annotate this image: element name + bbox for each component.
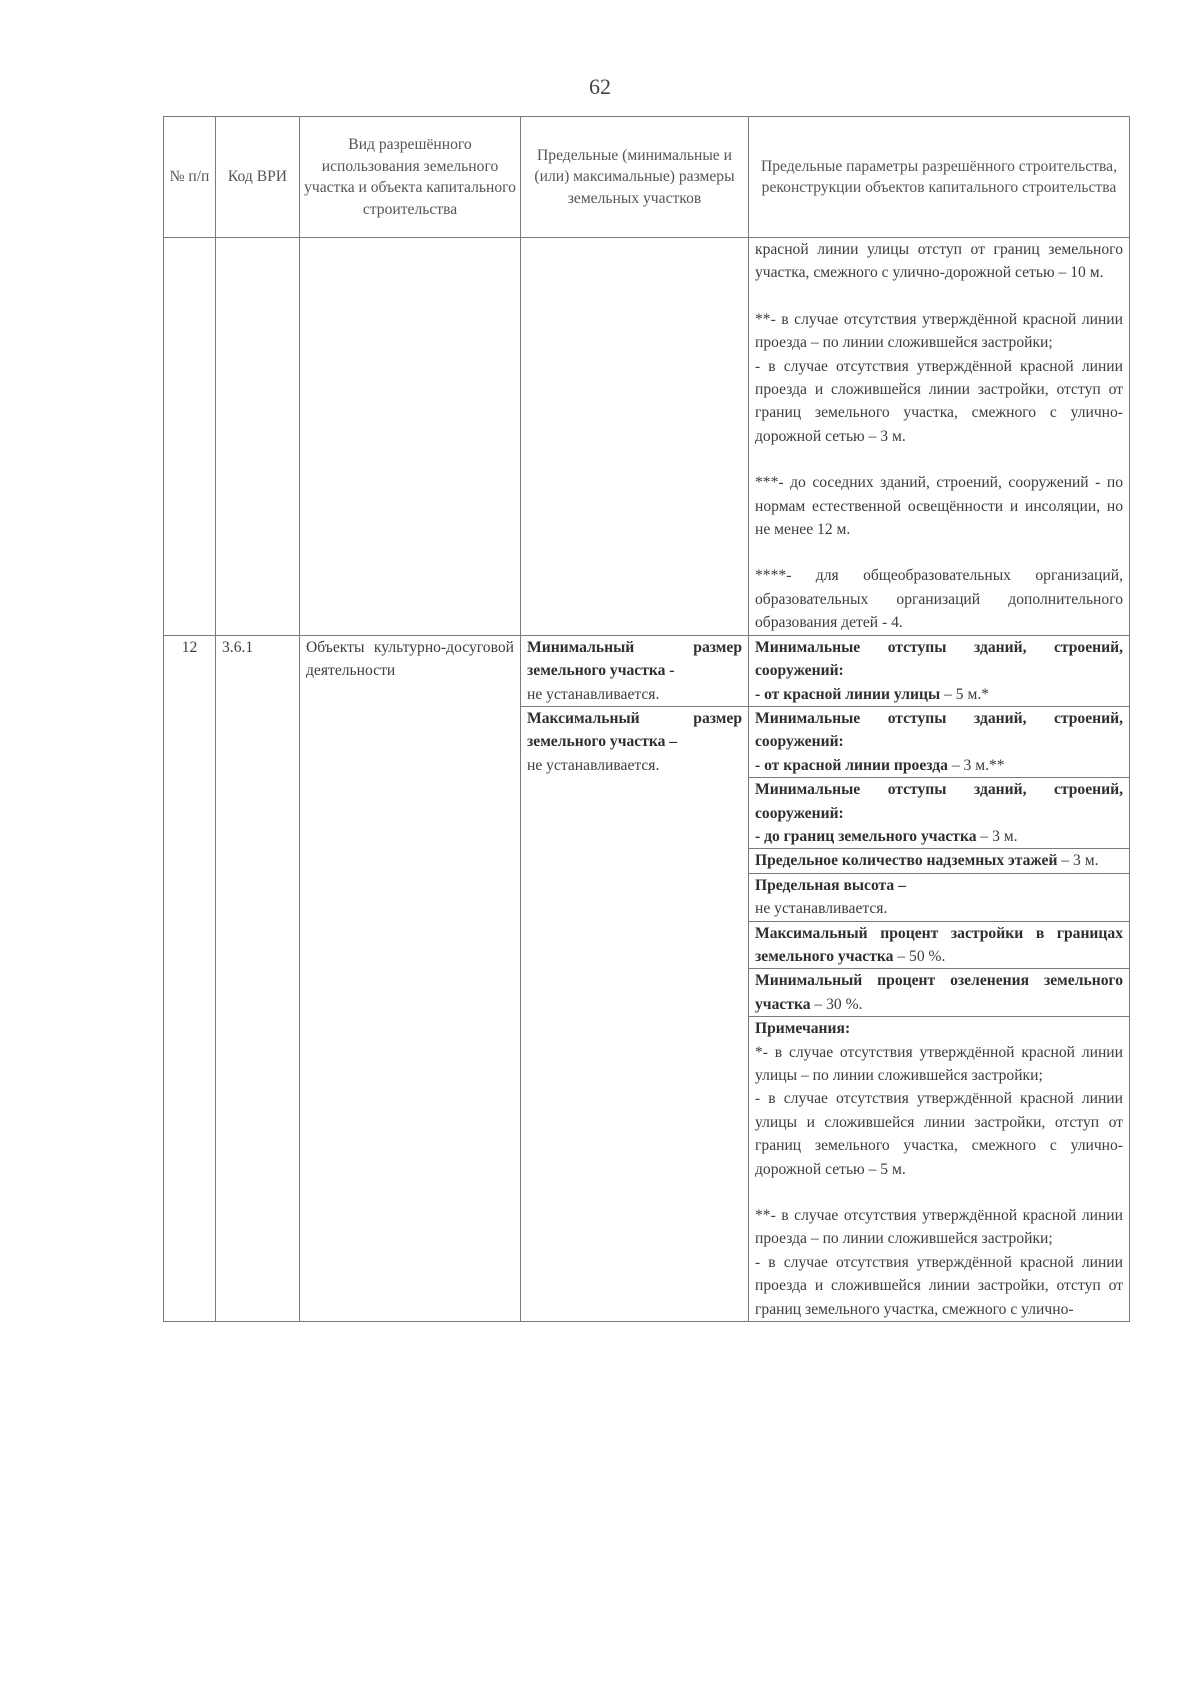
param-cell	[749, 873, 1130, 921]
param-label: Минимальные отступы зданий, строений, сооружений:	[755, 781, 1123, 822]
notes-cell	[749, 1017, 1130, 1322]
max-size-cell	[521, 706, 749, 1321]
page-number: 62	[589, 74, 611, 99]
notes-title: Примечания:	[755, 1020, 851, 1038]
param-value: не устанавливается.	[755, 900, 888, 918]
note-text: - в случае отсутствия утверждённой красной линии проезда и сложившейся линии застройки, отступ от границ земельного участка, смежного с улично-дорожной сетью – 3 м.	[755, 357, 1123, 445]
max-size-label: Максимальный размер земельного участка –	[527, 709, 742, 751]
regulations-table	[163, 116, 1130, 1322]
param-label: Минимальный процент озеленения земельного участка	[755, 972, 1123, 1013]
header-params: Предельные параметры разрешённого строительства, реконструкции объектов капитального строительства	[749, 117, 1130, 238]
table-header-row	[164, 117, 1130, 238]
note-text: - в случае отсутствия утверждённой красной линии улицы и сложившейся линии застройки, отступ от границ земельного участка, смежного с улично-дорожной сетью – 5 м.	[755, 1090, 1123, 1178]
note-text: ***- до соседних зданий, строений, сооружений - по нормам естественной освещённости и инсоляции, но не менее 12 м.	[755, 474, 1123, 539]
row-vid: Объекты культурно-досуговой деятельности	[300, 635, 521, 1321]
note-text: **- в случае отсутствия утверждённой красной линии проезда – по линии сложившейся застройки;	[755, 1207, 1123, 1248]
param-cell	[749, 706, 1130, 777]
param-label: - от красной линии проезда	[755, 756, 948, 774]
header-code: Код ВРИ	[216, 117, 300, 238]
param-label: - до границ земельного участка	[755, 827, 977, 845]
min-size-label: Минимальный размер земельного участка -	[527, 638, 742, 680]
table-row	[164, 635, 1130, 706]
param-value: – 3 м.	[1057, 852, 1099, 870]
continued-notes	[749, 238, 1130, 636]
param-label: Минимальные отступы зданий, строений, сооружений:	[755, 709, 1123, 751]
param-cell	[749, 969, 1130, 1017]
row-code: 3.6.1	[216, 635, 300, 1321]
note-text: **- в случае отсутствия утверждённой красной линии проезда – по линии сложившейся застройки;	[755, 310, 1123, 352]
param-cell	[749, 778, 1130, 849]
table-row-continued	[164, 238, 1130, 636]
header-num: № п/п	[164, 117, 216, 238]
param-value: – 50 %.	[893, 947, 946, 965]
param-cell	[749, 849, 1130, 873]
note-text: ****- для общеобразовательных организаций, образовательных организаций дополнительного образования детей - 4.	[755, 567, 1123, 632]
row-number: 12	[164, 635, 216, 1321]
param-label: Максимальный процент застройки в границах земельного участка	[755, 924, 1123, 965]
param-cell	[749, 921, 1130, 969]
param-label: Предельное количество надземных этажей	[755, 852, 1058, 870]
param-value: – 30 %.	[810, 995, 863, 1013]
note-text: - в случае отсутствия утверждённой красной линии проезда и сложившейся линии застройки, отступ от границ земельного участка, смежного с улично-	[755, 1253, 1123, 1318]
min-size-cell	[521, 635, 749, 706]
param-value: – 3 м.	[976, 827, 1018, 845]
param-value: – 3 м.**	[947, 756, 1005, 774]
param-label: Предельная высота –	[755, 876, 906, 894]
param-cell	[749, 635, 1130, 706]
min-size-value: не устанавливается.	[527, 685, 660, 703]
note-text: *- в случае отсутствия утверждённой красной линии улицы – по линии сложившейся застройки;	[755, 1043, 1123, 1084]
header-vid: Вид разрешённого использования земельного участка и объекта капитального строительства	[300, 117, 521, 238]
param-label: Минимальные отступы зданий, строений, сооружений:	[755, 638, 1123, 680]
param-label: - от красной линии улицы	[755, 685, 941, 703]
note-text: красной линии улицы отступ от границ земельного участка, смежного с улично-дорожной сетью – 10 м.	[755, 241, 1123, 282]
header-sizes: Предельные (минимальные и (или) максимальные) размеры земельных участков	[521, 117, 749, 238]
param-value: – 5 м.*	[940, 685, 990, 703]
max-size-value: не устанавливается.	[527, 756, 660, 774]
